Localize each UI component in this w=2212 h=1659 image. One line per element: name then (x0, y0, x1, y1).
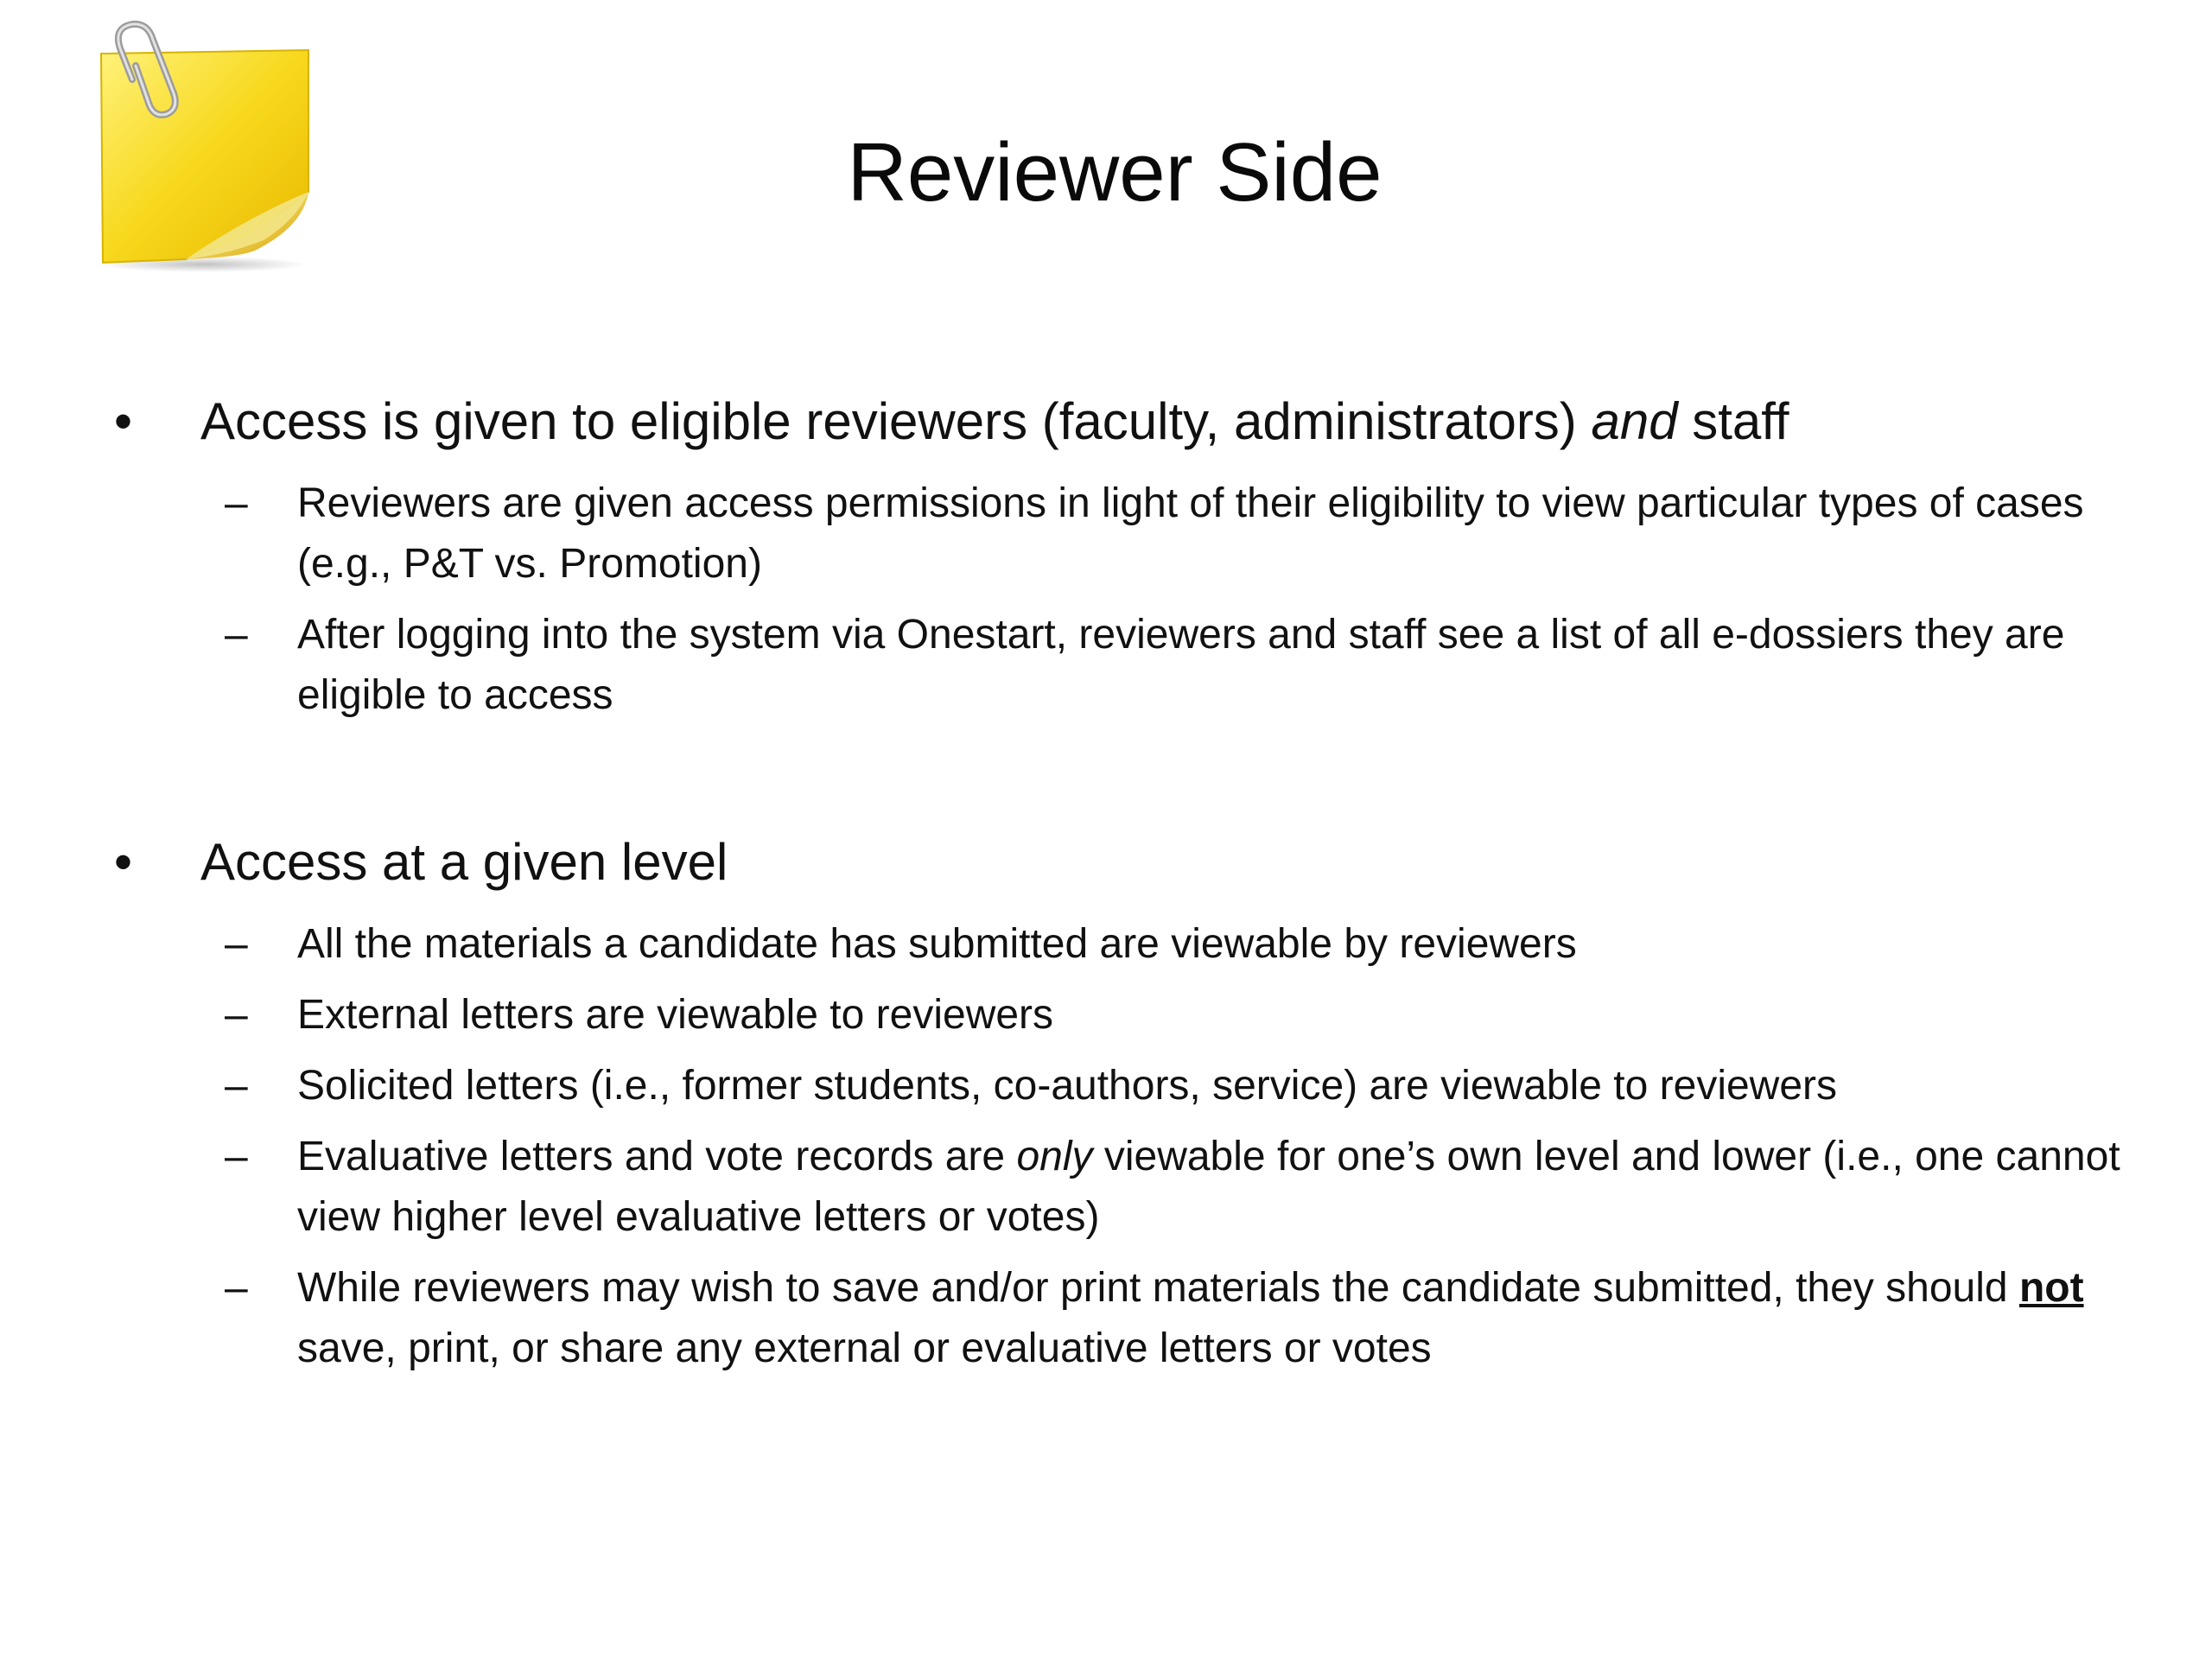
sub-bullet-dash: – (225, 1134, 248, 1179)
sub-bullet-text: Solicited letters (i.e., former students, co-authors, service) are viewable to reviewers (297, 1063, 1838, 1109)
sub-bullet-text: Reviewers are given access permissions in light of their eligibility to view particular types of cases (e.g., P&T vs. Promotion) (297, 480, 2084, 587)
sub-bullet-item (225, 914, 2152, 975)
sub-bullet-dash: – (225, 1265, 248, 1311)
bullet-dot: • (114, 392, 133, 450)
bullet-text (200, 391, 1789, 453)
sub-bullet-text-part: save, print, or share any external or evaluative letters or votes (297, 1325, 1432, 1371)
sub-bullet-text-emphasis: not (2018, 1265, 2084, 1311)
sub-bullet-text: After logging into the system via Onestart, reviewers and staff see a list of all e-dossiers they are eligible to access (297, 612, 2065, 718)
slide-title: Reviewer Side (847, 126, 1382, 219)
sub-bullet-item (225, 605, 2152, 726)
sub-bullet-dash: – (225, 480, 248, 526)
bullet-text: Access at a given level (200, 833, 728, 891)
sub-bullet-text (297, 1127, 2152, 1248)
bullet-text-part: staff (1677, 392, 1789, 450)
sub-bullet-dash: – (225, 1063, 248, 1109)
sub-bullet-text-part: viewable for one’s own level and lower (i.e., one cannot view higher level evaluative letters or votes) (297, 1134, 2120, 1240)
bullet-text-part: Access is given to eligible reviewers (faculty, administrators) (200, 392, 1592, 450)
bullet-text-italic: and (1591, 392, 1678, 450)
sub-bullet-dash: – (225, 612, 248, 658)
sub-bullet-text: External letters are viewable to reviewers (297, 992, 1054, 1038)
sub-bullet-item (225, 1258, 2152, 1379)
sub-bullet-item (225, 985, 2152, 1046)
bullet-dot: • (114, 833, 133, 891)
sub-bullet-item (225, 1127, 2152, 1248)
sub-bullet-dash: – (225, 921, 248, 967)
sub-bullet-text (297, 1258, 2152, 1379)
sub-bullet-item (225, 1056, 2152, 1116)
sub-bullet-dash: – (225, 992, 248, 1038)
sub-bullet-text: All the materials a candidate has submitted are viewable by reviewers (297, 921, 1577, 967)
sub-bullet-item (225, 474, 2152, 594)
sub-bullet-text-italic: only (1016, 1134, 1093, 1179)
sub-bullet-text-part: While reviewers may wish to save and/or print materials the candidate submitted, they should (297, 1265, 2019, 1311)
sub-bullet-text-part: Evaluative letters and vote records are (297, 1134, 1017, 1179)
